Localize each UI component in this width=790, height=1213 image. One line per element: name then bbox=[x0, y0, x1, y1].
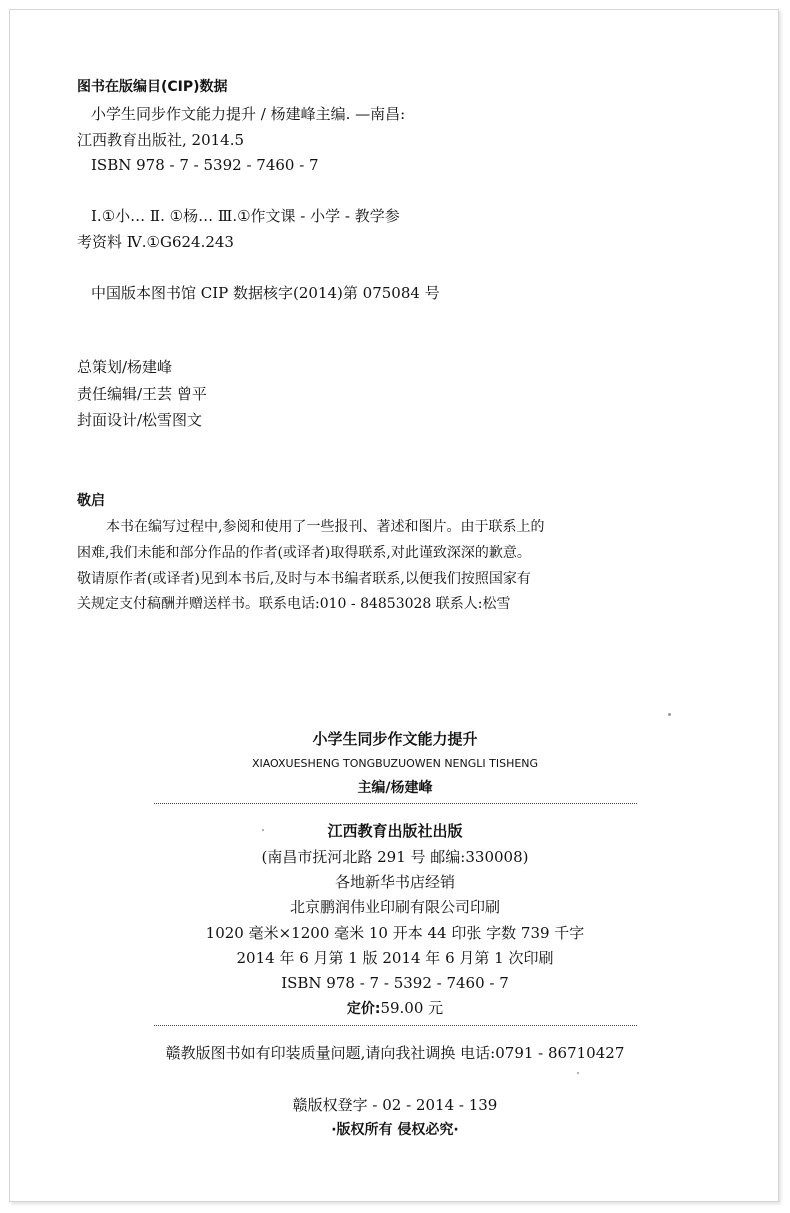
colophon-title: 小学生同步作文能力提升 bbox=[312, 730, 478, 748]
cip-line-2: 江西教育出版社, 2014.5 bbox=[77, 131, 245, 149]
scan-speck bbox=[262, 829, 264, 831]
colophon-printer: 北京鹏润伟业印刷有限公司印刷 bbox=[289, 898, 500, 916]
scan-speck bbox=[577, 1072, 579, 1074]
credit-editor: 责任编辑/王芸 曾平 bbox=[77, 385, 207, 403]
notice-line: 关规定支付稿酬并赠送样书。联系电话:010 - 84853028 联系人:松雪 bbox=[77, 596, 511, 612]
notice-line: 困难,我们未能和部分作品的作者(或译者)取得联系,对此谨致深深的歉意。 bbox=[77, 545, 531, 561]
cip-class-line-1: Ⅰ.①小… Ⅱ. ①杨… Ⅲ.①作文课 - 小学 - 教学参 bbox=[91, 207, 400, 225]
colophon-pinyin: XIAOXUESHENG TONGBUZUOWEN NENGLI TISHENG bbox=[251, 757, 539, 770]
price-label: 定价: bbox=[346, 1001, 381, 1017]
credit-planner: 总策划/杨建峰 bbox=[77, 358, 173, 376]
colophon-isbn: ISBN 978 - 7 - 5392 - 7460 - 7 bbox=[281, 974, 509, 992]
dotted-divider bbox=[154, 1025, 637, 1026]
colophon-edition: 2014 年 6 月第 1 版 2014 年 6 月第 1 次印刷 bbox=[236, 949, 554, 967]
colophon-distributor: 各地新华书店经销 bbox=[334, 873, 455, 891]
colophon-publisher: 江西教育出版社出版 bbox=[327, 822, 463, 840]
credit-cover: 封面设计/松雪图文 bbox=[77, 411, 203, 429]
colophon-price bbox=[0, 999, 790, 1018]
colophon-chief-editor: 主编/杨建峰 bbox=[357, 780, 433, 796]
cip-heading: 图书在版编目(CIP)数据 bbox=[77, 79, 228, 95]
cip-class-line-2: 考资料 Ⅳ.①G624.243 bbox=[77, 233, 234, 251]
notice-line: 本书在编写过程中,参阅和使用了一些报刊、著述和图片。由于联系上的 bbox=[106, 519, 545, 535]
notice-heading: 敬启 bbox=[77, 493, 105, 509]
colophon-rights: ·版权所有 侵权必究· bbox=[331, 1122, 459, 1138]
notice-line: 敬请原作者(或译者)见到本书后,及时与本书编者联系,以便我们按照国家有 bbox=[77, 571, 531, 587]
colophon-quality-note: 赣教版图书如有印装质量问题,请向我社调换 电话:0791 - 86710427 bbox=[165, 1044, 625, 1062]
cip-isbn: ISBN 978 - 7 - 5392 - 7460 - 7 bbox=[91, 156, 319, 174]
price-value: 59.00 元 bbox=[380, 999, 444, 1017]
colophon-registration: 赣版权登字 - 02 - 2014 - 139 bbox=[292, 1096, 498, 1114]
colophon-address: (南昌市抚河北路 291 号 邮编:330008) bbox=[261, 848, 529, 866]
scan-speck bbox=[668, 713, 671, 716]
cip-line-1: 小学生同步作文能力提升 / 杨建峰主编. —南昌: bbox=[91, 105, 406, 123]
colophon-specs: 1020 毫米×1200 毫米 10 开本 44 印张 字数 739 千字 bbox=[205, 924, 585, 942]
dotted-divider bbox=[154, 803, 637, 804]
cip-library-note: 中国版本图书馆 CIP 数据核字(2014)第 075084 号 bbox=[91, 284, 440, 302]
